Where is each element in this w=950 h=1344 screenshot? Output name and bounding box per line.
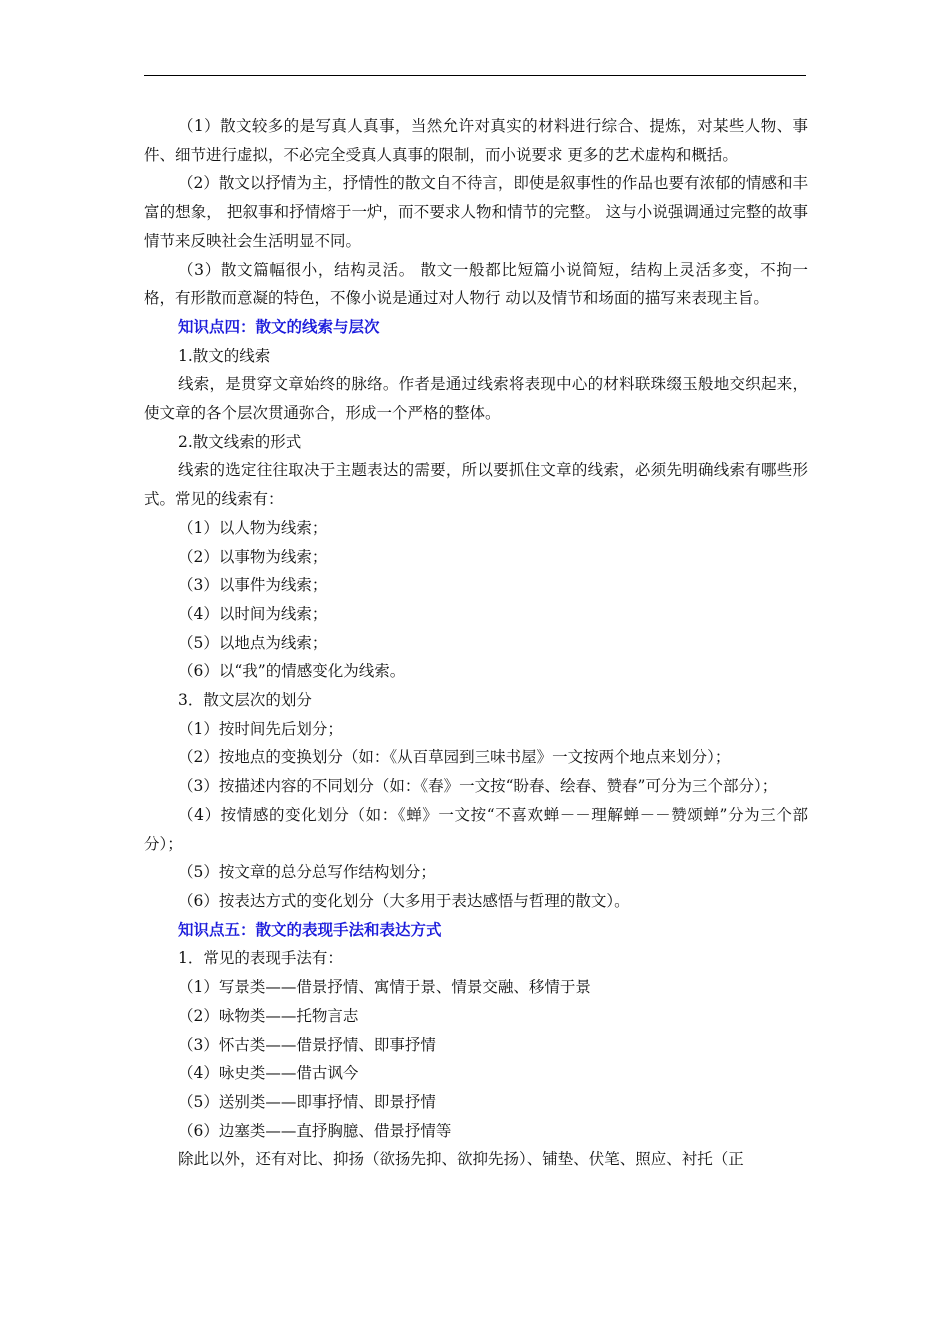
list-item: （5）送别类——即事抒情、即景抒情 xyxy=(178,1092,436,1111)
list-item: （5）以地点为线索； xyxy=(178,633,328,652)
list-item: （4）咏史类——借古讽今 xyxy=(178,1064,359,1083)
paragraph-3: （3）散文篇幅很小，结构灵活。 散文一般都比短篇小说简短，结构上灵活多变，不拘一格，有形散而意凝的特色，不像小说是通过对人物行 动以及情节和场面的描写来表现主旨。 xyxy=(144,260,808,308)
subheading-layers: 3．散文层次的划分 xyxy=(178,691,312,710)
section-heading-5: 知识点五：散文的表现手法和表达方式 xyxy=(178,919,442,939)
subheading-clue: 1.散文的线索 xyxy=(178,346,271,365)
list-item: （2）咏物类——托物言志 xyxy=(178,1006,359,1025)
clue-forms-text: 线索的选定往往取决于主题表达的需要，所以要抓住文章的线索，必须先明确线索有哪些形式。常见的线索有： xyxy=(144,461,808,509)
list-item: （3）怀古类——借景抒情、即事抒情 xyxy=(178,1035,436,1054)
list-item: （2）按地点的变换划分（如：《从百草园到三味书屋》一文按两个地点来划分）； xyxy=(178,748,731,767)
closing-paragraph: 除此以外，还有对比、抑扬（欲扬先抑、欲抑先扬）、铺垫、伏笔、照应、衬托（正 xyxy=(178,1150,744,1169)
clue-definition: 线索，是贯穿文章始终的脉络。作者是通过线索将表现中心的材料联珠缀玉般地交织起来，使文章的各个层次贯通弥合，形成一个严格的整体。 xyxy=(144,375,808,423)
list-item: （5）按文章的总分总写作结构划分； xyxy=(178,863,436,882)
list-item: （6）按表达方式的变化划分（大多用于表达感悟与哲理的散文）。 xyxy=(178,891,630,910)
header-rule xyxy=(144,75,806,76)
list-item: （2）以事物为线索； xyxy=(178,547,328,566)
document-body xyxy=(144,112,808,1174)
subheading-clue-forms: 2.散文线索的形式 xyxy=(178,432,302,451)
paragraph-2: （2）散文以抒情为主，抒情性的散文自不待言，即使是叙事性的作品也要有浓郁的情感和丰富的想象， 把叙事和抒情熔于一炉，而不要求人物和情节的完整。 这与小说强调通过完整的故事情节来反映社会生活明显不同。 xyxy=(144,174,808,250)
list-item: （6）以“我”的情感变化为线索。 xyxy=(178,662,406,681)
list-item: （1）写景类——借景抒情、寓情于景、情景交融、移情于景 xyxy=(178,978,591,997)
subheading-techniques: 1．常见的表现手法有： xyxy=(178,949,343,968)
list-item: （6）边塞类——直抒胸臆、借景抒情等 xyxy=(178,1121,452,1140)
list-item: （4）以时间为线索； xyxy=(178,604,328,623)
list-item: （4）按情感的变化划分（如：《蝉》一文按“不喜欢蝉－－理解蝉－－赞颂蝉”分为三个部分）； xyxy=(144,805,808,853)
list-item: （3）以事件为线索； xyxy=(178,576,328,595)
list-item: （1）以人物为线索； xyxy=(178,518,328,537)
section-heading-4: 知识点四：散文的线索与层次 xyxy=(178,316,380,336)
list-item: （3）按描述内容的不同划分（如：《春》一文按“盼春、绘春、赞春”可分为三个部分）； xyxy=(178,777,778,796)
paragraph-1: （1）散文较多的是写真人真事，当然允许对真实的材料进行综合、提炼，对某些人物、事件、细节进行虚拟，不必完全受真人真事的限制，而小说要求 更多的艺术虚构和概括。 xyxy=(144,117,808,164)
list-item: （1）按时间先后划分； xyxy=(178,719,343,738)
